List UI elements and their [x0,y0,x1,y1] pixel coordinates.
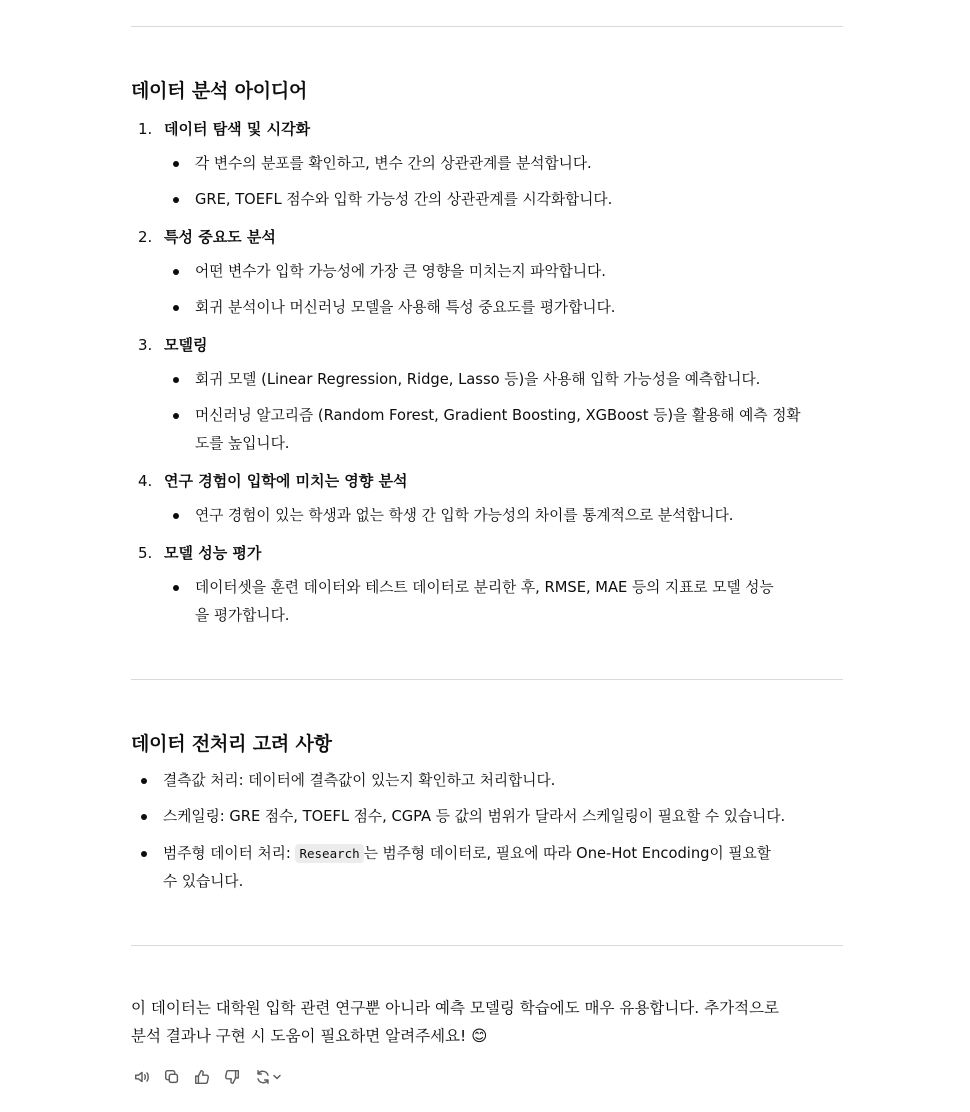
list-item-text: 회귀 분석이나 머신러닝 모델을 사용해 특성 중요도를 평가합니다. [195,299,616,316]
bullet-icon [173,413,179,419]
bullet-icon [173,305,179,311]
bullet-icon [141,851,147,857]
list-item-title: 연구 경험이 입학에 미치는 영향 분석 [164,472,408,490]
list-item-text: 데이터셋을 훈련 데이터와 테스트 데이터로 분리한 후, RMSE, MAE 등의 지표로 모델 성능 [195,579,774,596]
bullet-icon [173,197,179,203]
good-response-button[interactable] [191,1066,213,1088]
list-item-text: GRE, TOEFL 점수와 입학 가능성 간의 상관관계를 시각화합니다. [195,191,613,208]
list-item-text [163,840,771,868]
list-item-text: 연구 경험이 있는 학생과 없는 학생 간 입학 가능성의 차이를 통계적으로 분석합니다. [195,507,734,524]
speaker-icon [133,1068,151,1086]
chevron-down-icon [272,1072,282,1082]
divider [131,26,843,27]
paragraph-line: 이 데이터는 대학원 입학 관련 연구뿐 아니라 예측 모델링 학습에도 매우 유용합니다. 추가적으로 [131,999,780,1017]
divider [131,679,843,680]
list-item-text: 수 있습니다. [163,873,244,890]
section-heading: 데이터 분석 아이디어 [131,80,308,102]
list-number: 2. [138,228,153,246]
bullet-icon [173,161,179,167]
list-item-text-suffix: 는 범주형 데이터로, 필요에 따라 One-Hot Encoding이 필요할 [363,845,771,862]
bullet-icon [173,269,179,275]
regenerate-button[interactable] [251,1066,285,1088]
bullet-icon [173,585,179,591]
list-item-text: 도를 높입니다. [195,435,290,452]
list-item-text: 어떤 변수가 입학 가능성에 가장 큰 영향을 미치는지 파악합니다. [195,263,606,280]
paragraph-line: 분석 결과나 구현 시 도움이 필요하면 알려주세요! 😊 [131,1027,488,1045]
list-item-text: 결측값 처리: 데이터에 결측값이 있는지 확인하고 처리합니다. [163,772,556,789]
list-item-text: 머신러닝 알고리즘 (Random Forest, Gradient Boosting, XGBoost 등)을 활용해 예측 정확 [195,407,801,424]
inline-code: Research [295,844,363,863]
list-item-title: 특성 중요도 분석 [164,228,276,246]
copy-button[interactable] [161,1066,183,1088]
list-item-text: 각 변수의 분포를 확인하고, 변수 간의 상관관계를 분석합니다. [195,155,592,172]
divider [131,945,843,946]
list-item-text: 을 평가합니다. [195,607,290,624]
list-number: 5. [138,544,153,562]
read-aloud-button[interactable] [131,1066,153,1088]
bullet-icon [173,377,179,383]
list-item-title: 모델링 [164,336,208,354]
thumbs-down-icon [223,1068,241,1086]
list-number: 4. [138,472,153,490]
closing-paragraph [131,994,843,1050]
list-number: 3. [138,336,153,354]
refresh-icon [254,1068,272,1086]
bad-response-button[interactable] [221,1066,243,1088]
section-heading: 데이터 전처리 고려 사항 [131,733,332,755]
list-item-text: 스케일링: GRE 점수, TOEFL 점수, CGPA 등 값의 범위가 달라서 스케일링이 필요할 수 있습니다. [163,808,786,825]
list-item-text: 회귀 모델 (Linear Regression, Ridge, Lasso 등)을 사용해 입학 가능성을 예측합니다. [195,371,761,388]
bullet-icon [141,814,147,820]
list-item-title: 모델 성능 평가 [164,544,262,562]
bullet-icon [173,513,179,519]
copy-icon [163,1068,181,1086]
bullet-icon [141,778,147,784]
list-item-title: 데이터 탐색 및 시각화 [164,120,311,138]
thumbs-up-icon [193,1068,211,1086]
list-item-text-prefix: 범주형 데이터 처리: [163,845,296,862]
list-number: 1. [138,120,153,138]
